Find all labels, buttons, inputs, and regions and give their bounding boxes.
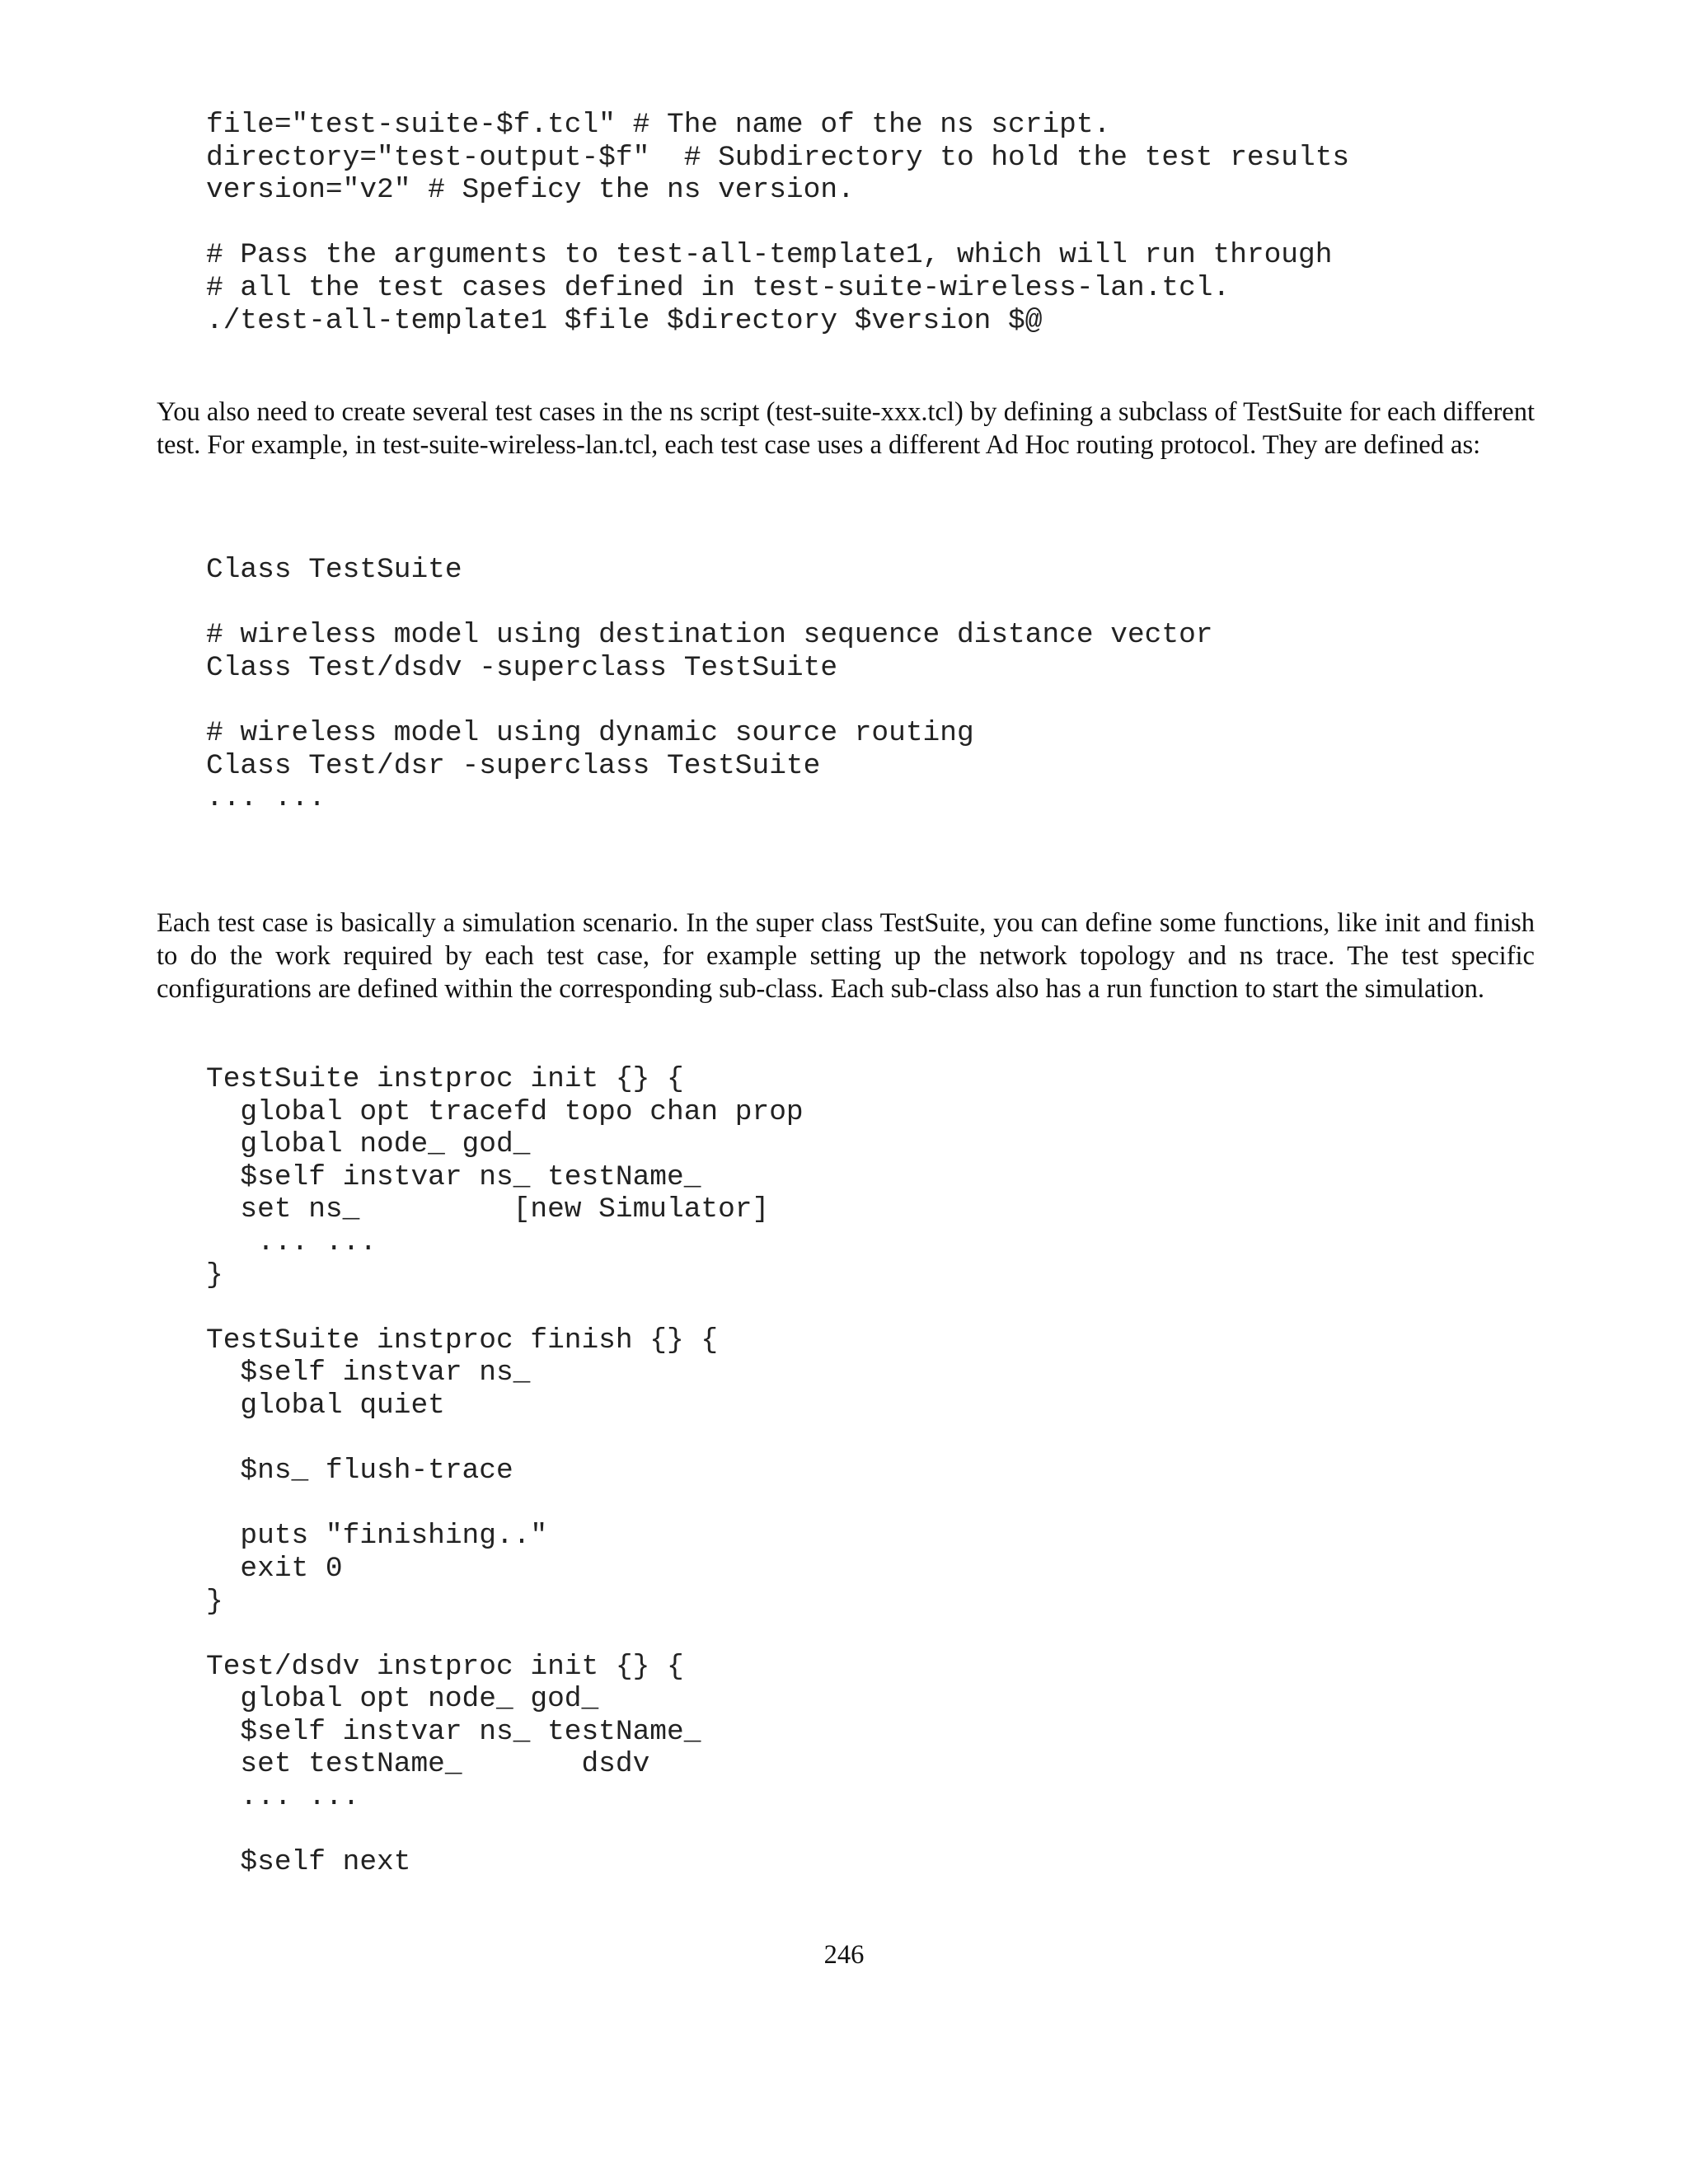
code-block-instproc-definitions: TestSuite instproc init {} { global opt tracefd topo chan prop global node_ god_ $self instvar ns_ testName_ set ns_ [new Simulator] ... ... } TestSuite instproc finish {} { $self instvar ns_ global quiet $ns_ flush-trace puts "finishing.." exit 0 } Test/dsdv instproc init {} { global opt node_ god_ $self instvar ns_ testName_ set testName_ dsdv ... ... $self next bbox=[206, 1063, 804, 1879]
paragraph-simulation-scenario: Each test case is basically a simulation scenario. In the super class TestSuite, you can define some functions, like init and finish to do the work required by each test case, for example setting up the network topology and ns trace. The test specific configurations are defined within the corresponding sub-class. Each sub-class also has a run function to start the simulation. bbox=[157, 908, 1535, 1004]
page-number: 246 bbox=[823, 1940, 865, 1970]
paragraph-test-cases-intro: You also need to create several test cases in the ns script (test-suite-xxx.tcl) by defining a subclass of TestSuite for each different test. For example, in test-suite-wireless-lan.tcl, each test case uses a different Ad Hoc routing protocol. They are defined as: bbox=[157, 397, 1535, 460]
code-block-class-definitions: Class TestSuite # wireless model using destination sequence distance vector Class Test/dsdv -superclass TestSuite # wireless model using dynamic source routing Class Test/dsr -superclass TestSuite ... ... bbox=[206, 554, 1213, 815]
code-block-test-all-script: file="test-suite-$f.tcl" # The name of the ns script. directory="test-output-$f" # Subdirectory to hold the test results version="v2" # Speficy the ns version. # Pass the arguments to test-all-template1, which will run through # all the test cases defined in test-suite-wireless-lan.tcl. ./test-all-template1 $file $directory $version $@ bbox=[206, 109, 1350, 337]
